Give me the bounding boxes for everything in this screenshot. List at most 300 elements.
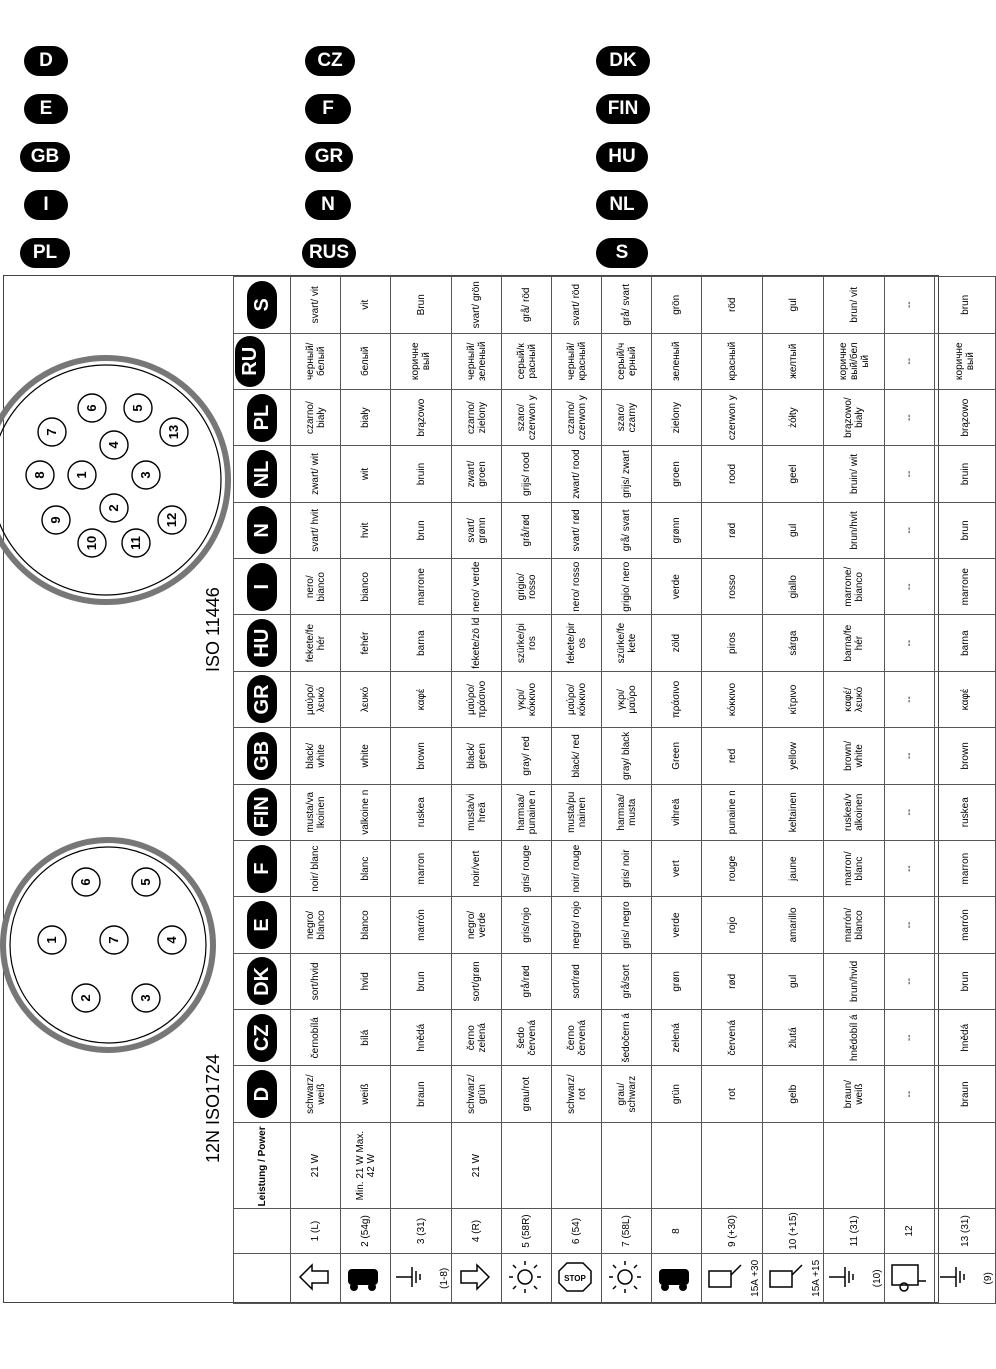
color-cell: --: [885, 277, 935, 334]
wiring-table: [233, 276, 996, 1304]
header-badge-n: N: [247, 506, 277, 554]
color-cell: czarno/ czerwon y: [552, 389, 602, 445]
power-cell: [885, 1122, 935, 1209]
color-cell: svart/ hvit: [291, 502, 341, 558]
left-arrow-icon: [291, 1253, 341, 1303]
color-cell: Brun: [391, 277, 452, 334]
color-cell: зеленый: [652, 333, 702, 389]
color-cell: κίτρινο: [763, 671, 824, 727]
color-cell: zwart/ groen: [452, 446, 502, 502]
iso1724-pin-label: 5: [138, 878, 153, 886]
color-cell: hvit: [341, 502, 391, 558]
lang-badge-f: F: [305, 94, 351, 124]
color-cell: fekete/zö ld: [452, 615, 502, 671]
color-cell: --: [885, 615, 935, 671]
power-cell: [652, 1122, 702, 1209]
color-cell: --: [885, 1066, 935, 1122]
color-cell: marron: [391, 840, 452, 896]
color-cell: sort/rød: [552, 953, 602, 1009]
power-cell: [935, 1122, 996, 1209]
color-cell: --: [885, 897, 935, 953]
color-cell: zielony: [652, 389, 702, 445]
color-cell: grün: [652, 1066, 702, 1122]
color-cell: ruskea: [935, 784, 996, 840]
pin-cell: 6 (54): [552, 1209, 602, 1253]
iso11446-pin-label: 4: [106, 441, 121, 449]
iso1724-pin-label: 7: [106, 936, 121, 944]
iso1724-pin-label: 6: [78, 878, 93, 886]
color-cell: grøn: [652, 953, 702, 1009]
header-lang-s: [234, 277, 291, 334]
lang-badge-d: D: [24, 46, 68, 76]
color-cell: brun/ vit: [824, 277, 885, 334]
color-cell: --: [885, 953, 935, 1009]
color-cell: grå/rød: [502, 953, 552, 1009]
table-row: [502, 277, 552, 1304]
color-cell: gris/ noir: [602, 840, 652, 896]
color-cell: gray/ red: [502, 728, 552, 784]
table-row: [291, 277, 341, 1304]
color-cell: красный: [702, 333, 763, 389]
color-cell: zwart/ rood: [552, 446, 602, 502]
color-cell: bílá: [341, 1010, 391, 1066]
color-cell: verde: [652, 897, 702, 953]
reversing-light-car-icon: [652, 1253, 702, 1303]
color-cell: musta/vi hreä: [452, 784, 502, 840]
iso11446-pin-label: 2: [106, 504, 121, 512]
color-cell: --: [885, 784, 935, 840]
color-cell: brun: [391, 953, 452, 1009]
color-cell: musta/va lkoinen: [291, 784, 341, 840]
lang-badge-gr: GR: [305, 142, 353, 172]
color-cell: svart/ grön: [452, 277, 502, 334]
iso1724-pin-label: 1: [44, 936, 59, 944]
color-cell: μαύρο/ κόκκινο: [552, 671, 602, 727]
color-cell: schwarz/ weiß: [291, 1066, 341, 1122]
color-cell: czarno/ zielony: [452, 389, 502, 445]
color-cell: svart/ vit: [291, 277, 341, 334]
color-cell: white: [341, 728, 391, 784]
header-badge-dk: DK: [247, 957, 277, 1005]
color-cell: --: [885, 559, 935, 615]
color-cell: brązowo: [391, 389, 452, 445]
color-cell: black/ green: [452, 728, 502, 784]
color-cell: groen: [652, 446, 702, 502]
color-cell: rosso: [702, 559, 763, 615]
color-cell: brun/hvit: [824, 502, 885, 558]
color-cell: zwart/ wit: [291, 446, 341, 502]
color-cell: punaine n: [702, 784, 763, 840]
color-cell: marrone/ bianco: [824, 559, 885, 615]
icon-label: 15A +15: [811, 1259, 822, 1297]
header-blank-icon: [234, 1253, 291, 1303]
power-cell: 21 W: [291, 1122, 341, 1209]
color-cell: musta/pu nainen: [552, 784, 602, 840]
color-cell: grau/rot: [502, 1066, 552, 1122]
color-cell: hvid: [341, 953, 391, 1009]
iso11446-pin-label: 11: [128, 536, 143, 550]
color-cell: --: [885, 728, 935, 784]
lang-badge-rus: RUS: [302, 238, 356, 268]
pin-cell: 9 (+30): [702, 1209, 763, 1253]
color-cell: braun/ weiß: [824, 1066, 885, 1122]
lang-badge-nl: NL: [596, 190, 648, 220]
color-cell: marrone: [391, 559, 452, 615]
color-cell: sort/hvid: [291, 953, 341, 1009]
color-cell: brown/ white: [824, 728, 885, 784]
pin-cell: 1 (L): [291, 1209, 341, 1253]
lang-badge-i: I: [24, 190, 68, 220]
table-row: [341, 277, 391, 1304]
color-cell: --: [885, 1010, 935, 1066]
color-cell: marrón/ blanco: [824, 897, 885, 953]
color-cell: negro/ blanco: [291, 897, 341, 953]
header-lang-pl: [234, 389, 291, 445]
color-cell: blanc: [341, 840, 391, 896]
color-cell: röd: [702, 277, 763, 334]
color-cell: черный/ красный: [552, 333, 602, 389]
color-cell: noir/vert: [452, 840, 502, 896]
color-cell: grijs/ zwart: [602, 446, 652, 502]
right-arrow-icon: [452, 1253, 502, 1303]
color-cell: fekete/pir os: [552, 615, 602, 671]
icon-label: 15A +30: [750, 1259, 761, 1297]
power-cell: [702, 1122, 763, 1209]
color-cell: fekete/fe hér: [291, 615, 341, 671]
color-cell: γκρι/ μαύρο: [602, 671, 652, 727]
wiring-table-wrapper: [233, 276, 994, 1304]
iso11446-pin-label: 8: [32, 471, 47, 479]
color-cell: brązowo: [935, 389, 996, 445]
color-cell: blanco: [341, 897, 391, 953]
color-cell: žlutá: [763, 1010, 824, 1066]
color-cell: marrón: [391, 897, 452, 953]
header-badge-pl: PL: [247, 394, 277, 442]
color-cell: geel: [763, 446, 824, 502]
lang-badge-hu: HU: [596, 142, 648, 172]
color-cell: marron: [935, 840, 996, 896]
table-row: [824, 277, 885, 1304]
header-badge-fin: FIN: [247, 788, 277, 836]
color-cell: brown: [391, 728, 452, 784]
color-cell: keltainen: [763, 784, 824, 840]
color-cell: gul: [763, 277, 824, 334]
power-cell: Min. 21 W Max. 42 W: [341, 1122, 391, 1209]
lang-badge-gb: GB: [20, 142, 70, 172]
header-badge-e: E: [247, 901, 277, 949]
color-cell: svart/ grønn: [452, 502, 502, 558]
iso11446-pin-label: 10: [84, 535, 99, 551]
color-cell: hnědá: [935, 1010, 996, 1066]
color-cell: šedo červená: [502, 1010, 552, 1066]
color-cell: biały: [341, 389, 391, 445]
table-row: [452, 277, 502, 1304]
title-iso1724: 12N ISO1724: [203, 1053, 223, 1163]
color-cell: giallo: [763, 559, 824, 615]
color-cell: szaro/ czerwon y: [502, 389, 552, 445]
battery-icon: [702, 1253, 763, 1303]
color-cell: gris/ negro: [602, 897, 652, 953]
color-cell: черный/ белый: [291, 333, 341, 389]
color-cell: vihreä: [652, 784, 702, 840]
lang-badge-n: N: [305, 190, 351, 220]
power-cell: [602, 1122, 652, 1209]
color-cell: γκρι/ κόκκινο: [502, 671, 552, 727]
header-lang-nl: [234, 446, 291, 502]
color-cell: grigio/ rosso: [502, 559, 552, 615]
color-cell: grå/ röd: [502, 277, 552, 334]
color-cell: brun/hvid: [824, 953, 885, 1009]
color-cell: szaro/ czarny: [602, 389, 652, 445]
svg-text:STOP: STOP: [564, 1274, 586, 1283]
table-row: [935, 277, 996, 1304]
color-cell: λευκό: [341, 671, 391, 727]
color-cell: gris/ rouge: [502, 840, 552, 896]
header-badge-gr: GR: [247, 675, 277, 723]
header-lang-cz: [234, 1010, 291, 1066]
color-cell: gul: [763, 502, 824, 558]
color-cell: черный/ зеленый: [452, 333, 502, 389]
color-cell: zöld: [652, 615, 702, 671]
color-cell: šedočern á: [602, 1010, 652, 1066]
header-badge-nl: NL: [247, 450, 277, 498]
header-lang-d: [234, 1066, 291, 1122]
color-cell: --: [885, 446, 935, 502]
color-cell: белый: [341, 333, 391, 389]
color-cell: κόκκινο: [702, 671, 763, 727]
color-cell: jaune: [763, 840, 824, 896]
color-cell: weiß: [341, 1066, 391, 1122]
color-cell: rot: [702, 1066, 763, 1122]
color-cell: żółty: [763, 389, 824, 445]
color-cell: braun: [391, 1066, 452, 1122]
iso11446-pin-label: 13: [166, 424, 181, 440]
color-cell: grå/rød: [502, 502, 552, 558]
color-cell: --: [885, 840, 935, 896]
header-lang-dk: [234, 953, 291, 1009]
power-cell: [391, 1122, 452, 1209]
header-badge-rus: RUS: [235, 336, 265, 387]
tail-light-icon: [602, 1253, 652, 1303]
color-cell: černobílá: [291, 1010, 341, 1066]
header-badge-hu: HU: [247, 619, 277, 667]
color-cell: Green: [652, 728, 702, 784]
color-cell: ruskea/v alkoinen: [824, 784, 885, 840]
pin-cell: 10 (+15): [763, 1209, 824, 1253]
color-cell: коричне вый: [935, 333, 996, 389]
color-cell: szürke/fe kete: [602, 615, 652, 671]
header-badge-f: F: [247, 845, 277, 893]
table-row: [885, 277, 935, 1304]
color-cell: коричне вый/бел ый: [824, 333, 885, 389]
title-iso11446: ISO 11446: [203, 587, 223, 672]
iso11446-pin-label: 12: [164, 512, 179, 528]
power-cell: 21 W: [452, 1122, 502, 1209]
ignition-icon: [763, 1253, 824, 1303]
header-power: Leistung / Power: [234, 1122, 291, 1209]
color-cell: brown: [935, 728, 996, 784]
color-cell: gul: [763, 953, 824, 1009]
color-cell: μαύρο/ λευκό: [291, 671, 341, 727]
tail-light-icon: [502, 1253, 552, 1303]
color-cell: bruin: [391, 446, 452, 502]
header-badge-s: S: [247, 281, 277, 329]
color-cell: schwarz/ grün: [452, 1066, 502, 1122]
color-cell: marrone: [935, 559, 996, 615]
color-cell: black/ white: [291, 728, 341, 784]
color-cell: brun: [935, 277, 996, 334]
color-cell: verde: [652, 559, 702, 615]
rear-fog-car-icon: [341, 1253, 391, 1303]
header-lang-gb: [234, 728, 291, 784]
color-cell: bianco: [341, 559, 391, 615]
power-cell: [824, 1122, 885, 1209]
color-cell: brun: [391, 502, 452, 558]
color-cell: --: [885, 389, 935, 445]
color-cell: καφέ/ λευκό: [824, 671, 885, 727]
color-cell: μαύρο/ πράσινο: [452, 671, 502, 727]
color-cell: коричне вый: [391, 333, 452, 389]
color-cell: rouge: [702, 840, 763, 896]
iso1724-pin-label: 3: [138, 994, 153, 1002]
pin-cell: 5 (58R): [502, 1209, 552, 1253]
color-cell: brun: [935, 953, 996, 1009]
color-cell: szürke/pi ros: [502, 615, 552, 671]
color-cell: gray/ black: [602, 728, 652, 784]
color-cell: grijs/ rood: [502, 446, 552, 502]
color-cell: καφέ: [935, 671, 996, 727]
power-cell: [763, 1122, 824, 1209]
header-lang-hu: [234, 615, 291, 671]
color-cell: barna: [935, 615, 996, 671]
table-row: [391, 277, 452, 1304]
iso11446-pin-label: 9: [48, 516, 63, 524]
connector-iso1724: [3, 840, 213, 1050]
color-cell: barna: [391, 615, 452, 671]
color-cell: brązowo/ biały: [824, 389, 885, 445]
pin-cell: 4 (R): [452, 1209, 502, 1253]
table-row: [763, 277, 824, 1304]
color-cell: rood: [702, 446, 763, 502]
color-cell: svart/ röd: [552, 277, 602, 334]
iso1724-pin-label: 4: [164, 936, 179, 944]
stop-icon: [552, 1253, 602, 1303]
header-lang-fin: [234, 784, 291, 840]
color-cell: zelená: [652, 1010, 702, 1066]
header-lang-i: [234, 559, 291, 615]
iso11446-pin-label: 5: [130, 404, 145, 412]
table-row: [552, 277, 602, 1304]
lang-badge-pl: PL: [20, 238, 70, 268]
color-cell: yellow: [763, 728, 824, 784]
color-cell: rød: [702, 502, 763, 558]
color-cell: серый/к расный: [502, 333, 552, 389]
header-lang-rus: [234, 333, 291, 389]
header-badge-cz: CZ: [247, 1014, 277, 1062]
color-cell: red: [702, 728, 763, 784]
color-cell: svart/ rød: [552, 502, 602, 558]
trailer-icon: [885, 1253, 935, 1303]
header-lang-f: [234, 840, 291, 896]
ground-icon: [391, 1253, 452, 1303]
color-cell: --: [885, 502, 935, 558]
color-cell: rojo: [702, 897, 763, 953]
lang-badge-dk: DK: [596, 46, 650, 76]
color-cell: nero/ verde: [452, 559, 502, 615]
icon-label: (1-8): [439, 1267, 450, 1289]
table-row: [652, 277, 702, 1304]
ground-icon: [824, 1253, 885, 1303]
color-cell: bruin/ wit: [824, 446, 885, 502]
color-cell: amarillo: [763, 897, 824, 953]
ground-icon: [935, 1253, 996, 1303]
header-badge-i: I: [247, 563, 277, 611]
icon-label: (9): [983, 1272, 994, 1285]
lang-badge-s: S: [596, 238, 648, 268]
color-cell: grigio/ nero: [602, 559, 652, 615]
color-cell: harmaa/ musta: [602, 784, 652, 840]
color-cell: fehér: [341, 615, 391, 671]
pin-cell: 11 (31): [824, 1209, 885, 1253]
pin-cell: 3 (31): [391, 1209, 452, 1253]
color-cell: červená: [702, 1010, 763, 1066]
color-cell: grå/sort: [602, 953, 652, 1009]
color-cell: sárga: [763, 615, 824, 671]
header-badge-gb: GB: [247, 732, 277, 780]
table-row: [602, 277, 652, 1304]
color-cell: hnědá: [391, 1010, 452, 1066]
table-row: [702, 277, 763, 1304]
icon-label: (10): [872, 1269, 883, 1288]
header-lang-n: [234, 502, 291, 558]
color-cell: brun: [935, 502, 996, 558]
lang-badge-e: E: [24, 94, 68, 124]
color-cell: sort/grøn: [452, 953, 502, 1009]
header-lang-gr: [234, 671, 291, 727]
color-cell: grå/ svart: [602, 502, 652, 558]
header-badge-d: D: [247, 1070, 277, 1118]
color-cell: braun: [935, 1066, 996, 1122]
color-cell: negro/ rojo: [552, 897, 602, 953]
color-cell: wit: [341, 446, 391, 502]
color-cell: schwarz/ rot: [552, 1066, 602, 1122]
color-cell: grau/ schwarz: [602, 1066, 652, 1122]
color-cell: czerwon y: [702, 389, 763, 445]
iso11446-pin-label: 1: [74, 471, 89, 479]
color-cell: nero/ bianco: [291, 559, 341, 615]
color-cell: bruin: [935, 446, 996, 502]
pin-cell: 12: [885, 1209, 935, 1253]
power-cell: [552, 1122, 602, 1209]
iso11446-pin-label: 3: [138, 471, 153, 479]
header-blank-pin: [234, 1209, 291, 1253]
color-cell: grå/ svart: [602, 277, 652, 334]
color-cell: gelb: [763, 1066, 824, 1122]
iso11446-pin-label: 7: [44, 428, 59, 436]
color-cell: marrón: [935, 897, 996, 953]
color-cell: barna/fe hér: [824, 615, 885, 671]
color-cell: желтый: [763, 333, 824, 389]
iso1724-pin-label: 2: [78, 994, 93, 1002]
color-cell: серый/ч ерный: [602, 333, 652, 389]
iso11446-pin-label: 6: [84, 404, 99, 412]
color-cell: noir/ blanc: [291, 840, 341, 896]
connector-iso11446: [0, 358, 228, 602]
pin-cell: 8: [652, 1209, 702, 1253]
color-cell: czarno/ biały: [291, 389, 341, 445]
color-cell: gris/rojo: [502, 897, 552, 953]
color-cell: ruskea: [391, 784, 452, 840]
